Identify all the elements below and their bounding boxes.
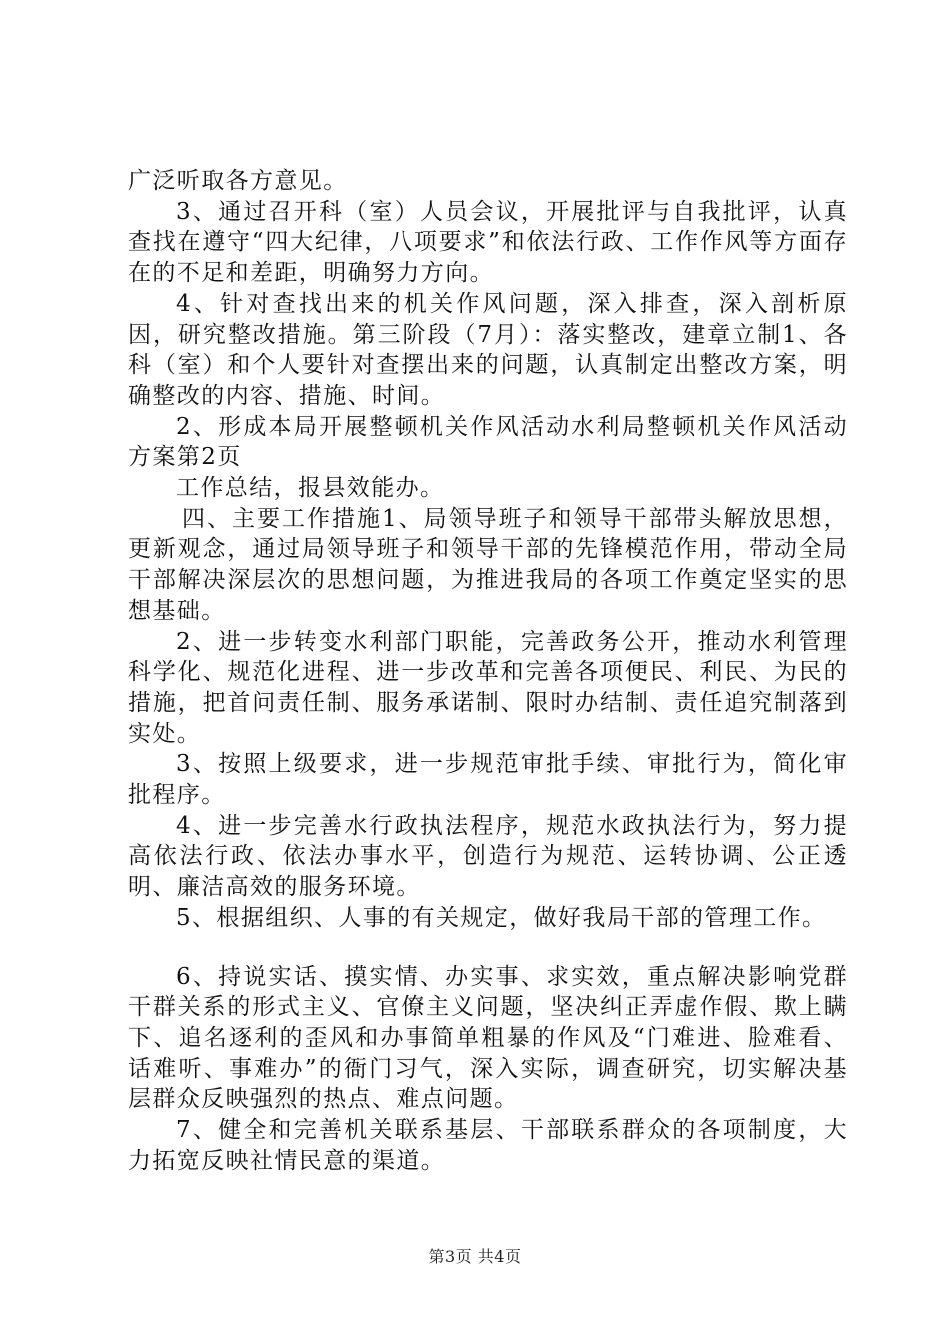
paragraph-item-2-summary: 2、形成本局开展整顿机关作风活动水利局整顿机关作风活动方案第2页: [128, 413, 848, 471]
paragraph-item-3-meeting: 3、通过召开科（室）人员会议，开展批评与自我批评，认真查找在遵守“四大纪律，八项要求”和依法行政、工作作风等方面存在的不足和差距，明确努力方向。: [128, 198, 848, 287]
paragraph-section-4-measures: 四、主要工作措施1、局领导班子和领导干部带头解放思想，更新观念，通过局领导班子和领导干部的先锋模范作用，带动全局干部解决深层次的思想问题，为推进我局的各项工作奠定坚实的思想基础。: [128, 505, 848, 624]
paragraph-item-4-problems: 4、针对查找出来的机关作风问题，深入排查，深入剖析原因，研究整改措施。第三阶段（7月）：落实整改，建章立制1、各科（室）和个人要针对查摆出来的问题，认真制定出整改方案，明确整改的内容、措施、时间。: [128, 290, 848, 409]
page-footer: [0, 1244, 950, 1267]
page-number-label: 第3页 共4页: [428, 1247, 522, 1266]
paragraph-continuation: 广泛听取各方意见。: [128, 168, 348, 194]
paragraph-measure-7: 7、健全和完善机关联系基层、干部联系群众的各项制度，大力拓宽反映社情民意的渠道。: [128, 1117, 848, 1174]
paragraph-measure-6: 6、持说实话、摸实情、办实事、求实效，重点解决影响党群干群关系的形式主义、官僚主义问题，坚决纠正弄虚作假、欺上瞒下、追名逐利的歪风和办事简单粗暴的作风及“门难进、脸难看、话难听、事难办”的衙门习气，深入实际，调查研究，切实解决基层群众反映强烈的热点、难点问题。: [128, 963, 848, 1113]
paragraph-measure-4: 4、进一步完善水行政执法程序，规范水政执法行为，努力提高依法行政、依法办事水平，创造行为规范、运转协调、公正透明、廉洁高效的服务环境。: [128, 812, 848, 901]
document-body: [128, 166, 848, 1177]
paragraph-measure-2: 2、进一步转变水利部门职能，完善政务公开，推动水利管理科学化、规范化进程、进一步改革和完善各项便民、利民、为民的措施，把首问责任制、服务承诺制、限时办结制、责任追究制落到实处。: [128, 628, 848, 747]
paragraph-work-summary: 工作总结，报县效能办。: [176, 475, 445, 502]
paragraph-measure-5: 5、根据组织、人事的有关规定，做好我局干部的管理工作。: [176, 904, 827, 931]
paragraph-measure-3: 3、按照上级要求，进一步规范审批手续、审批行为，简化审批程序。: [128, 751, 848, 809]
